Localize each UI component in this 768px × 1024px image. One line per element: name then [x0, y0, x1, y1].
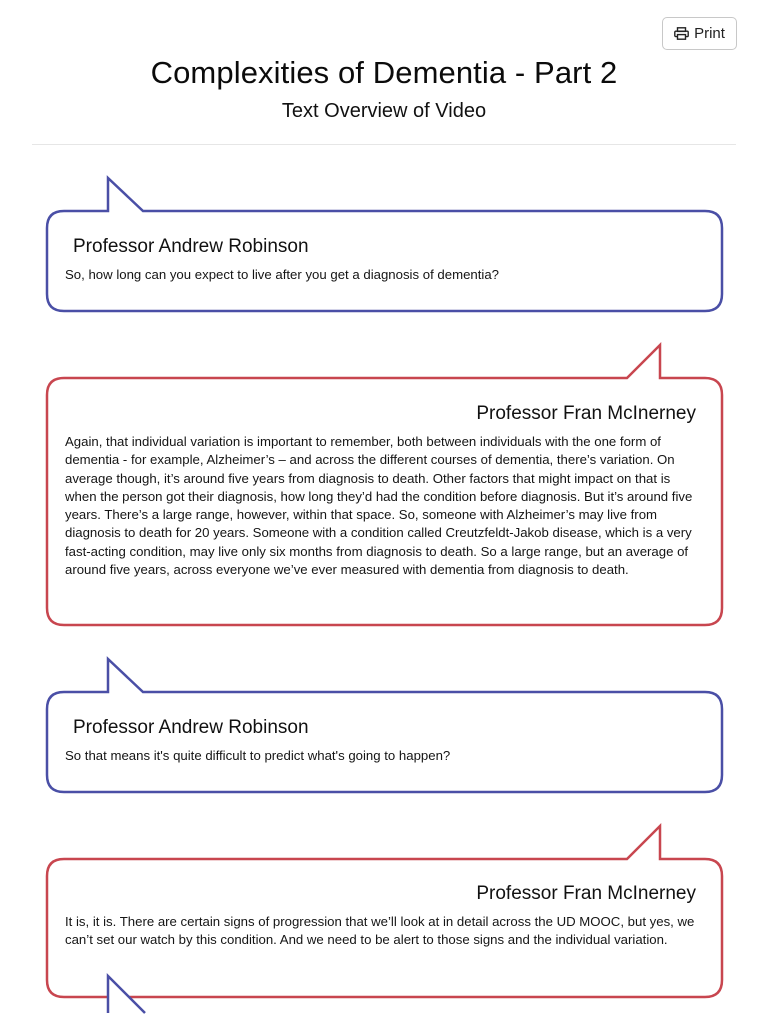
transcript-text: It is, it is. There are certain signs of progression that we’ll look at in detail across the UD MOOC, but yes, we can’t set our watch by this condition. And we need to be alert to those signs and the individual variation. — [65, 914, 695, 948]
transcript-bubble-1 — [46, 176, 723, 313]
transcript-bubble-2 — [46, 343, 723, 627]
next-bubble-tail — [100, 973, 150, 1003]
speaker-name: Professor Andrew Robinson — [73, 236, 309, 257]
speaker-name: Professor Fran McInerney — [476, 403, 696, 424]
page-title: Complexities of Dementia - Part 2 — [150, 55, 618, 90]
transcript-text: So, how long can you expect to live after you get a diagnosis of dementia? — [65, 267, 499, 282]
transcript-text: Again, that individual variation is important to remember, both between individuals with the one form of dementia - for example, Alzheimer’s – and across the different courses of dementia, there’s variation. On average though, it’s around five years from diagnosis to death. Other factors that might impact on that is when the person got their diagnosis, how long they’d had the condition before diagnosis. But it’s around five years. There’s a large range, however, within that space. So, someone with Alzheimer’s may live from diagnosis to death for 20 years. Someone with a condition called Creutzfeldt-Jakob disease, which is a very fast-acting condition, may live only six months from diagnosis to death. So a large range, but an average of around five years, across everyone we’ve ever measured with dementia from diagnosis to death. — [65, 434, 693, 578]
speaker-name: Professor Fran McInerney — [476, 883, 696, 904]
page-subtitle: Text Overview of Video — [281, 100, 487, 122]
transcript-text: So that means it's quite difficult to predict what's going to happen? — [65, 748, 451, 763]
print-label: Print — [694, 25, 725, 42]
transcript-bubble-3 — [46, 657, 723, 794]
print-button[interactable] — [662, 17, 737, 50]
speaker-name: Professor Andrew Robinson — [73, 717, 309, 738]
print-icon — [674, 27, 689, 40]
header-divider — [32, 144, 736, 145]
